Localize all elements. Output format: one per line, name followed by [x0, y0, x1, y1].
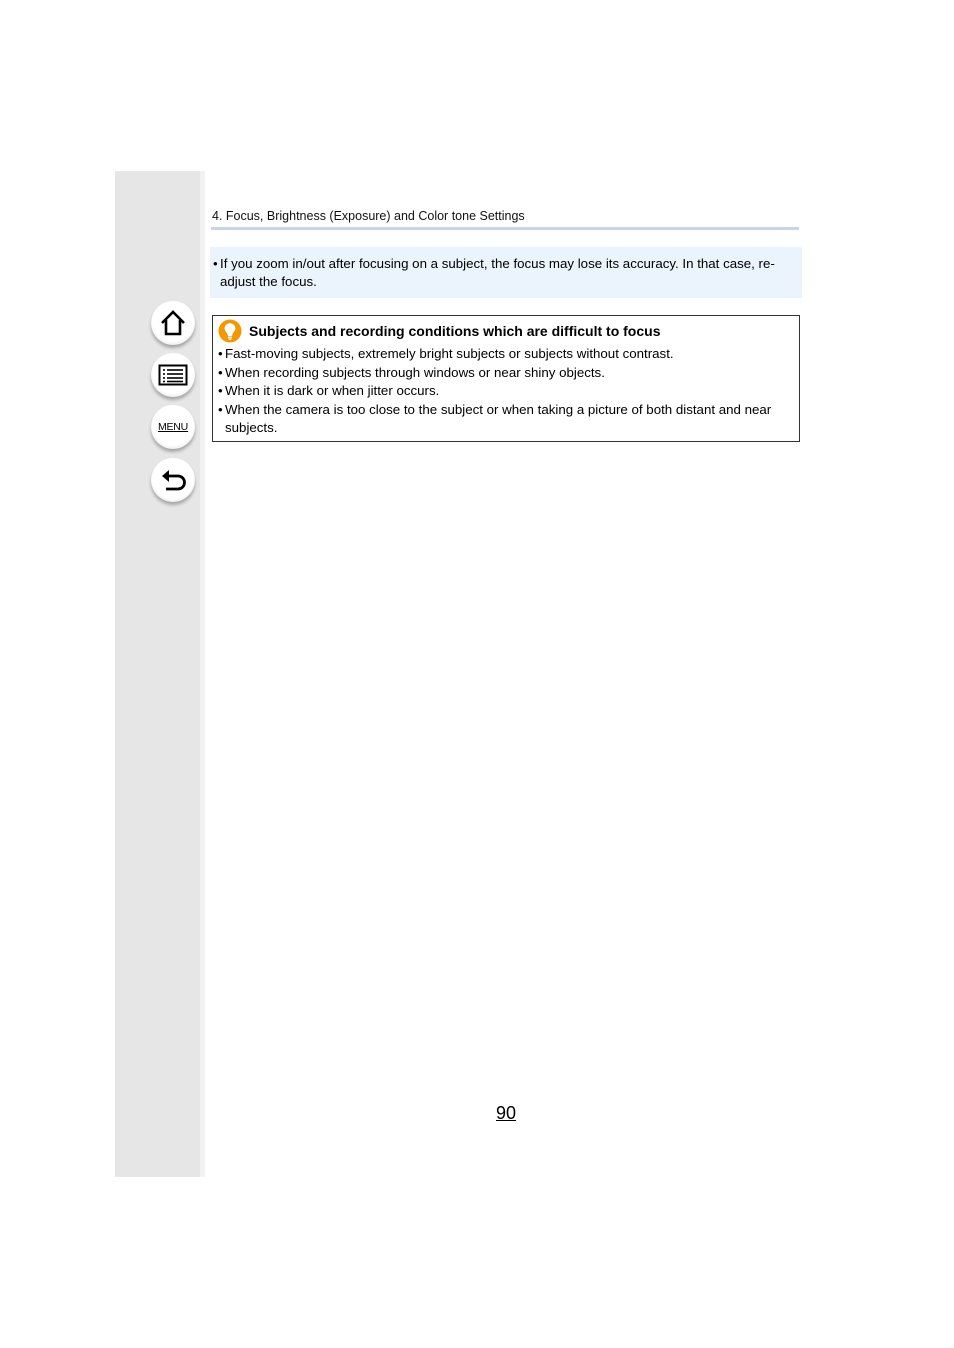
- bullet: •: [218, 383, 223, 399]
- list-item: [218, 345, 791, 364]
- note-box: [210, 247, 802, 298]
- menu-button[interactable]: [151, 405, 195, 449]
- list-item-text: When it is dark or when jitter occurs.: [225, 383, 440, 399]
- list-item: [218, 382, 791, 401]
- tip-header: [218, 319, 791, 343]
- bullet: •: [218, 401, 223, 417]
- list-item-text: Fast-moving subjects, extremely bright subjects or subjects without contrast.: [225, 346, 674, 361]
- header-rule: [211, 227, 799, 230]
- list-icon: [158, 364, 188, 386]
- bullet: •: [218, 346, 223, 361]
- tip-list: [218, 345, 791, 438]
- note-item: [213, 255, 792, 291]
- home-button[interactable]: [151, 301, 195, 345]
- list-item-text: When recording subjects through windows or near shiny objects.: [225, 364, 605, 380]
- note-text: If you zoom in/out after focusing on a subject, the focus may lose its accuracy. In that case, re-adjust the focus.: [220, 256, 775, 289]
- tip-title: Subjects and recording conditions which are difficult to focus: [249, 323, 661, 339]
- sidebar-edge: [200, 171, 205, 1177]
- back-icon: [159, 467, 187, 493]
- tip-box: [212, 315, 800, 442]
- list-item-text: When the camera is too close to the subject or when taking a picture of both distant and near subjects.: [225, 401, 772, 436]
- page-number[interactable]: 90: [496, 1103, 517, 1123]
- home-icon: [159, 309, 187, 337]
- bullet: •: [213, 256, 218, 271]
- section-title: 4. Focus, Brightness (Exposure) and Color tone Settings: [212, 209, 525, 223]
- list-item: [218, 401, 791, 438]
- lightbulb-icon: [218, 319, 242, 343]
- back-button[interactable]: [151, 458, 195, 502]
- bullet: •: [218, 364, 223, 380]
- list-item: [218, 364, 791, 383]
- menu-icon: MENU: [157, 421, 189, 433]
- contents-button[interactable]: [151, 353, 195, 397]
